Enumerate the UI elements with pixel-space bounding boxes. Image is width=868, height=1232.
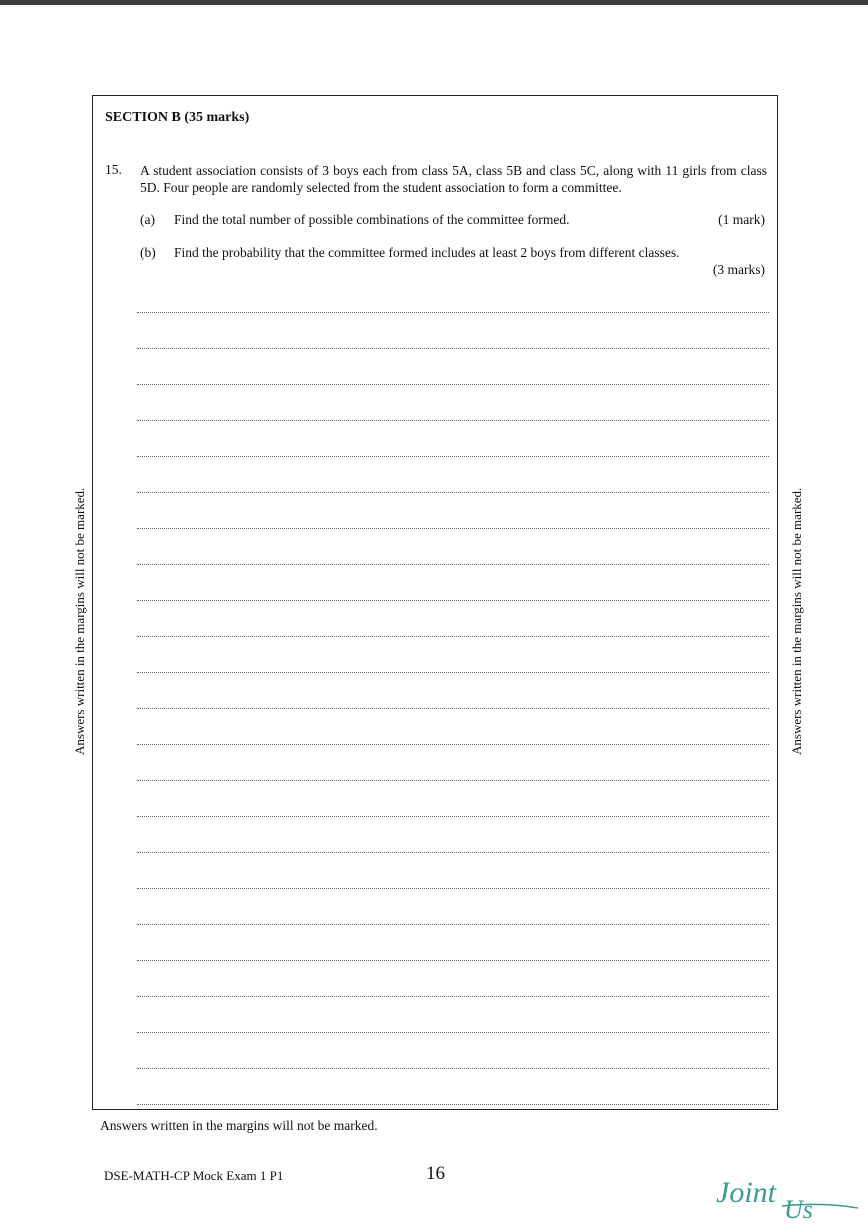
answer-line[interactable] — [137, 888, 769, 889]
right-margin-note: Answers written in the margins will not be marked. — [789, 487, 804, 755]
exam-code: DSE-MATH-CP Mock Exam 1 P1 — [104, 1168, 284, 1183]
answer-line[interactable] — [137, 708, 769, 709]
footer-note: Answers written in the margins will not be marked. — [100, 1118, 378, 1133]
answer-line[interactable] — [137, 636, 769, 637]
part-b-label: (b) — [140, 245, 156, 260]
answer-line[interactable] — [137, 780, 769, 781]
part-b-marks: (3 marks) — [712, 262, 765, 277]
answer-line[interactable] — [137, 1104, 769, 1105]
answer-line[interactable] — [137, 744, 769, 745]
answer-line[interactable] — [137, 456, 769, 457]
answer-line[interactable] — [137, 1068, 769, 1069]
answer-line[interactable] — [137, 996, 769, 997]
part-b-text: Find the probability that the committee formed includes at least 2 boys from different classes. — [174, 245, 680, 260]
part-a-label: (a) — [140, 212, 155, 227]
answer-line[interactable] — [137, 672, 769, 673]
answer-line[interactable] — [137, 1032, 769, 1033]
answer-line[interactable] — [137, 420, 769, 421]
answer-line[interactable] — [137, 816, 769, 817]
answer-lines-area[interactable] — [137, 96, 769, 1109]
top-bar — [0, 0, 868, 5]
answer-line[interactable] — [137, 564, 769, 565]
logo-text-us: Us — [784, 1195, 813, 1224]
answer-line[interactable] — [137, 528, 769, 529]
answer-line[interactable] — [137, 312, 769, 313]
answer-line[interactable] — [137, 600, 769, 601]
left-margin-note: Answers written in the margins will not be marked. — [72, 487, 87, 755]
question-number: 15. — [105, 162, 122, 177]
part-a-text: Find the total number of possible combinations of the committee formed. — [174, 212, 570, 227]
section-title: SECTION B (35 marks) — [105, 110, 250, 125]
page-number: 16 — [426, 1163, 445, 1184]
jointus-logo — [712, 1168, 862, 1228]
answer-line[interactable] — [137, 852, 769, 853]
logo-text-joint: Joint — [716, 1176, 776, 1209]
question-box — [92, 95, 778, 1110]
answer-line[interactable] — [137, 384, 769, 385]
answer-line[interactable] — [137, 348, 769, 349]
part-a-marks: (1 mark) — [718, 212, 765, 227]
answer-line[interactable] — [137, 960, 769, 961]
question-stem: A student association consists of 3 boys each from class 5A, class 5B and class 5C, along with 11 girls from class 5D. Four people are randomly selected from the student association to form a committee. — [140, 163, 767, 195]
answer-line[interactable] — [137, 492, 769, 493]
answer-line[interactable] — [137, 924, 769, 925]
